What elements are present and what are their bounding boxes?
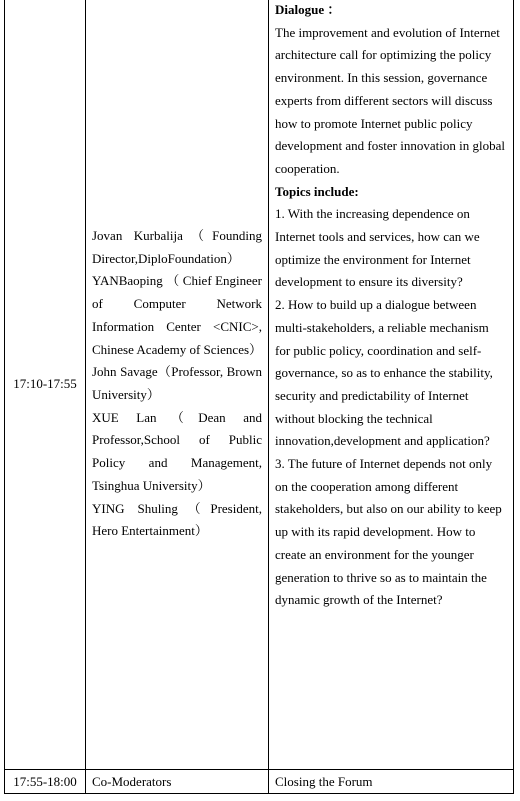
speaker-entry: Co-Moderators <box>92 773 172 789</box>
speakers-cell <box>86 770 269 794</box>
table-row <box>5 770 514 794</box>
topic-item: 3. The future of Internet depends not only on the cooperation among different stakeholders, but also on our ability to keep up with its rapid development. How to create an environment for the younger generation to thrive so as to maintain the dynamic growth of the Internet? <box>275 456 502 608</box>
speaker-entry: YING Shuling（President, Hero Entertainment） <box>92 500 262 539</box>
content-cell <box>269 770 514 794</box>
speaker-entry: John Savage（Professor, Brown University） <box>92 364 262 402</box>
agenda-grid <box>4 0 514 794</box>
speaker-entry: XUE Lan（Dean and Professor,School of Public Policy and Management, Tsinghua University） <box>92 409 262 493</box>
content-text: Closing the Forum <box>275 773 373 789</box>
topic-item: 1. With the increasing dependence on Internet tools and services, how can we optimize the environment for Internet development to ensure its diversity? <box>275 206 480 290</box>
time-text: 17:10-17:55 <box>13 376 77 391</box>
time-cell <box>5 770 86 794</box>
content-cell <box>269 0 514 770</box>
time-cell <box>5 0 86 770</box>
speakers-cell <box>86 0 269 770</box>
table-row <box>5 0 514 770</box>
speaker-entry: YANBaoping （ Chief Engineer of Computer Network Information Center <CNIC>, Chinese Academy of Sciences） <box>92 273 263 357</box>
speaker-entry: Jovan Kurbalija（Founding Director,DiploFoundation） <box>92 228 262 266</box>
topics-heading: Topics include: <box>275 183 359 199</box>
topic-item: 2. How to build up a dialogue between multi-stakeholders, a reliable mechanism for public policy, coordination and self-governance, so as to enhance the stability, security and predictability of Internet without blocking the technical innovation,development and application? <box>275 297 493 449</box>
dialogue-text: The improvement and evolution of Internet architecture call for optimizing the policy environment. In this session, governance experts from different sectors will discuss how to promote Internet public policy development and foster innovation in global cooperation. <box>275 24 505 176</box>
dialogue-heading: Dialogue ： <box>275 2 341 17</box>
time-text: 17:55-18:00 <box>13 773 77 789</box>
